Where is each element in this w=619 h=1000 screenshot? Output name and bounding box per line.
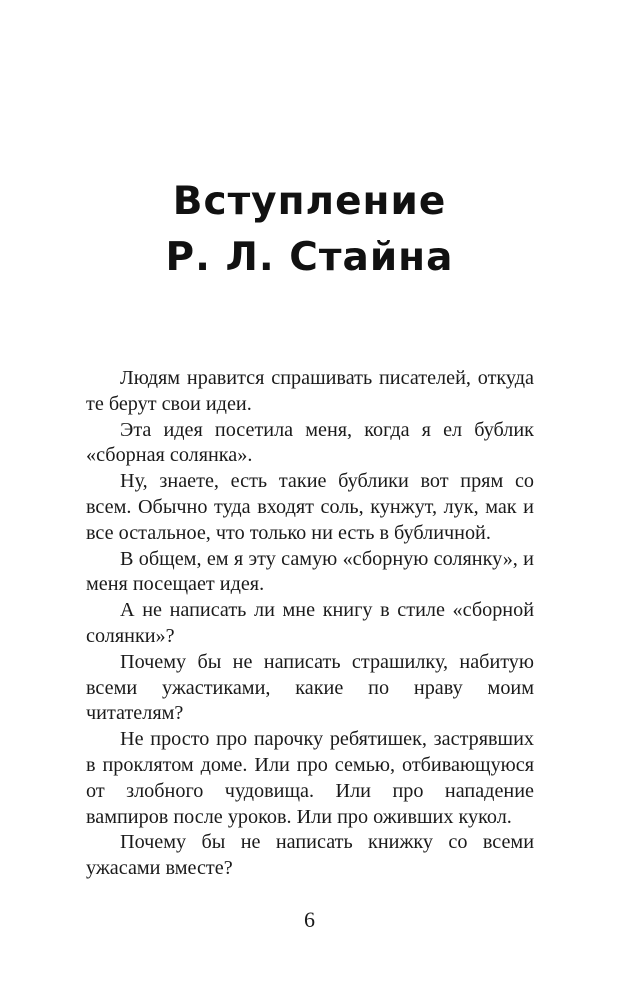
paragraph: А не написать ли мне книгу в стиле «сборной солянки»? [86,599,534,647]
page-number: 6 [304,907,315,932]
paragraph: Почему бы не написать страшилку, набитую всеми ужастиками, какие по нраву моим читателям? [86,650,534,725]
paragraph: Людям нравится спрашивать писателей, откуда те берут свои идеи. [86,367,534,415]
chapter-title-line-1: Вступление [172,179,447,224]
chapter-title-line-2: Р. Л. Стайна [165,235,454,280]
paragraph: В общем, ем я эту самую «сборную солянку», и меня посещает идея. [86,547,534,596]
paragraph: Ну, знаете, есть такие бублики вот прям со всем. Обычно туда входят соль, кунжут, лук, мак и все остальное, что только ни есть в бубличной. [86,470,534,544]
paragraph: Не просто про парочку ребятишек, застрявших в проклятом доме. Или про семью, отбивающуюся от злобного чудовища. Или про нападение вампиров после уроков. Или про оживших кукол. [86,728,534,828]
body-text [86,366,534,882]
paragraph: Эта идея посетила меня, когда я ел бублик «сборная солянка». [86,418,534,467]
paragraph: Почему бы не написать книжку со всеми ужасами вместе? [86,831,534,880]
chapter-title [0,174,619,286]
